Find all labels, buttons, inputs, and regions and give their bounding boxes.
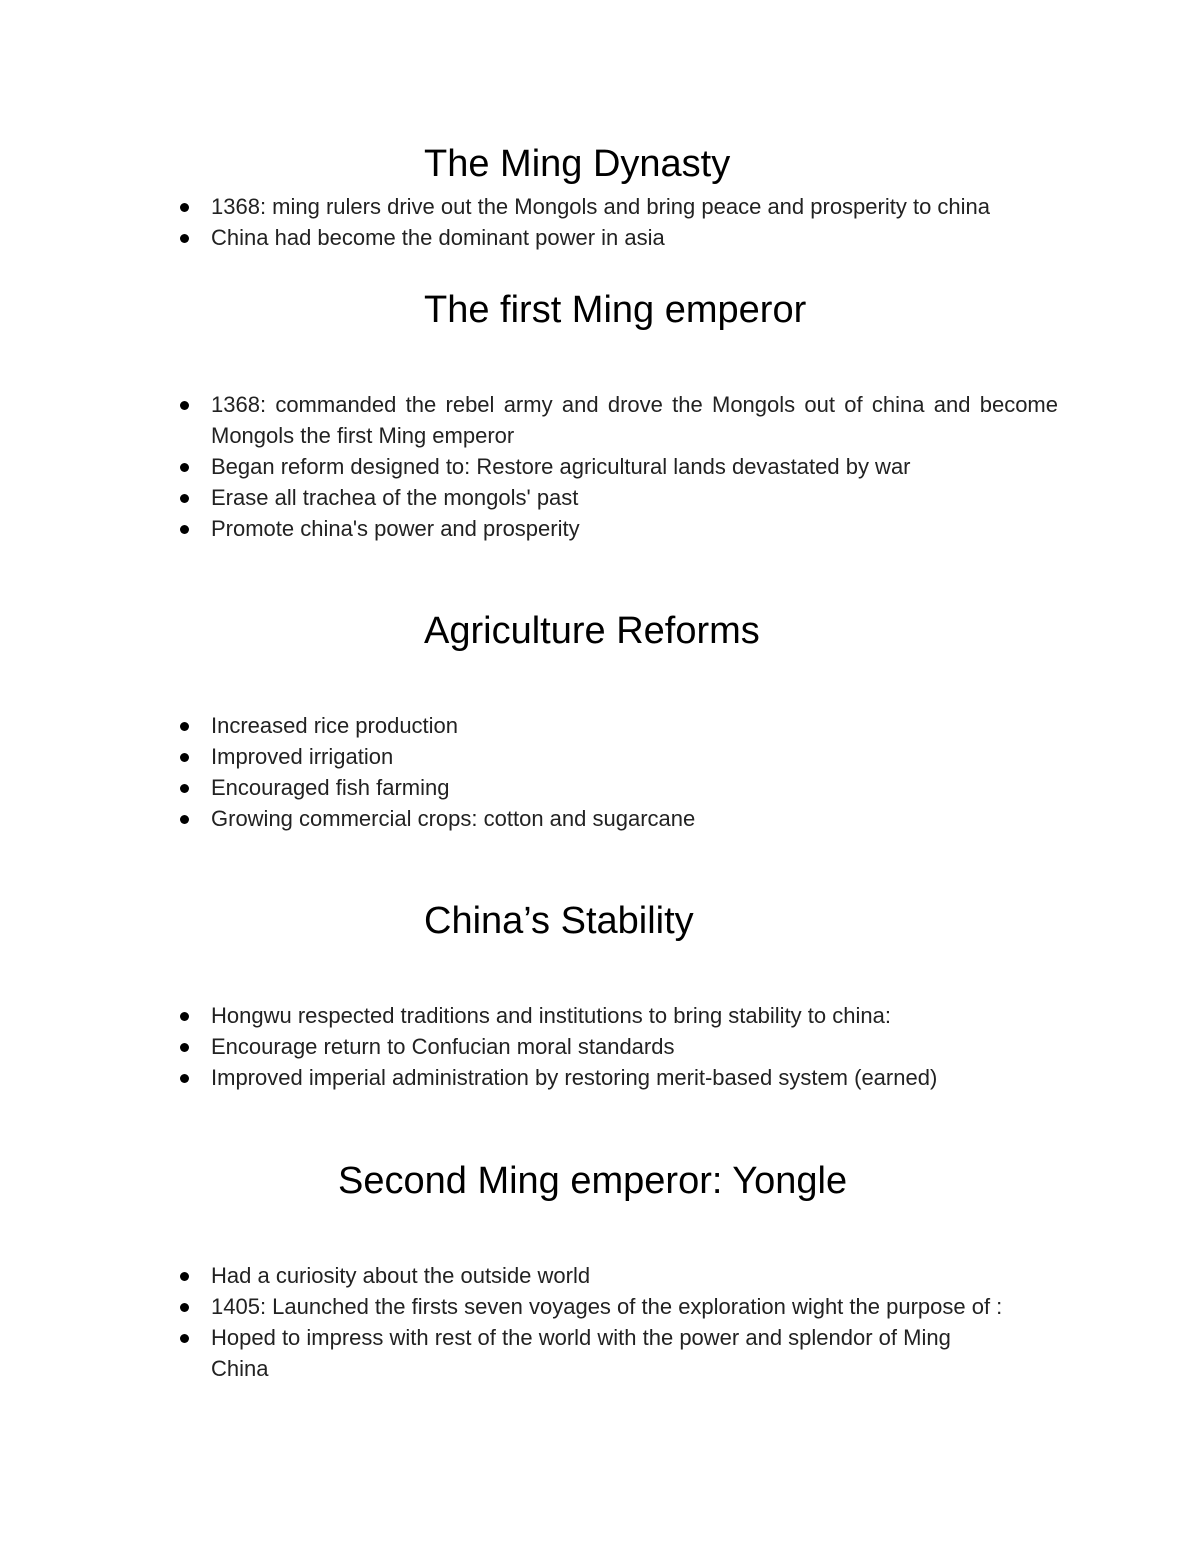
bullet-list-chinas-stability [180,1000,1058,1093]
section-heading-agriculture-reforms: Agriculture Reforms [424,610,760,652]
list-item: Growing commercial crops: cotton and sugarcane [180,803,1058,834]
bullet-icon [180,1012,189,1021]
bullet-icon [180,722,189,731]
list-item: 1405: Launched the firsts seven voyages of the exploration wight the purpose of : [180,1291,1058,1322]
section-heading-chinas-stability: China’s Stability [424,900,694,942]
bullet-icon [180,1303,189,1312]
list-item: Hoped to impress with rest of the world with the power and splendor of Ming China [180,1322,1058,1384]
list-item: Encourage return to Confucian moral standards [180,1031,1058,1062]
bullet-icon [180,1272,189,1281]
list-item: Erase all trachea of the mongols' past [180,482,1058,513]
bullet-icon [180,753,189,762]
list-item: Hongwu respected traditions and institutions to bring stability to china: [180,1000,1058,1031]
list-item: Began reform designed to: Restore agricultural lands devastated by war [180,451,1058,482]
bullet-list-ming-dynasty [180,191,1058,253]
list-item: China had become the dominant power in asia [180,222,1058,253]
list-item: Improved imperial administration by restoring merit-based system (earned) [180,1062,1058,1093]
section-heading-first-ming-emperor: The first Ming emperor [424,289,807,331]
list-item: 1368: commanded the rebel army and drove the Mongols out of china and become Mongols the first Ming emperor [180,389,1058,451]
bullet-icon [180,525,189,534]
bullet-list-agriculture-reforms [180,710,1058,834]
list-item: Encouraged fish farming [180,772,1058,803]
section-heading-second-ming-emperor: Second Ming emperor: Yongle [338,1160,848,1202]
bullet-icon [180,815,189,824]
bullet-icon [180,463,189,472]
section-heading-ming-dynasty: The Ming Dynasty [424,143,731,185]
list-item: Improved irrigation [180,741,1058,772]
bullet-list-first-ming-emperor [180,389,1058,544]
list-item: Had a curiosity about the outside world [180,1260,1058,1291]
bullet-icon [180,234,189,243]
bullet-icon [180,494,189,503]
list-item: 1368: ming rulers drive out the Mongols and bring peace and prosperity to china [180,191,1058,222]
bullet-icon [180,1074,189,1083]
bullet-icon [180,401,189,410]
list-item: Promote china's power and prosperity [180,513,1058,544]
bullet-icon [180,1043,189,1052]
bullet-list-second-ming-emperor [180,1260,1058,1384]
list-item: Increased rice production [180,710,1058,741]
bullet-icon [180,203,189,212]
bullet-icon [180,1334,189,1343]
bullet-icon [180,784,189,793]
